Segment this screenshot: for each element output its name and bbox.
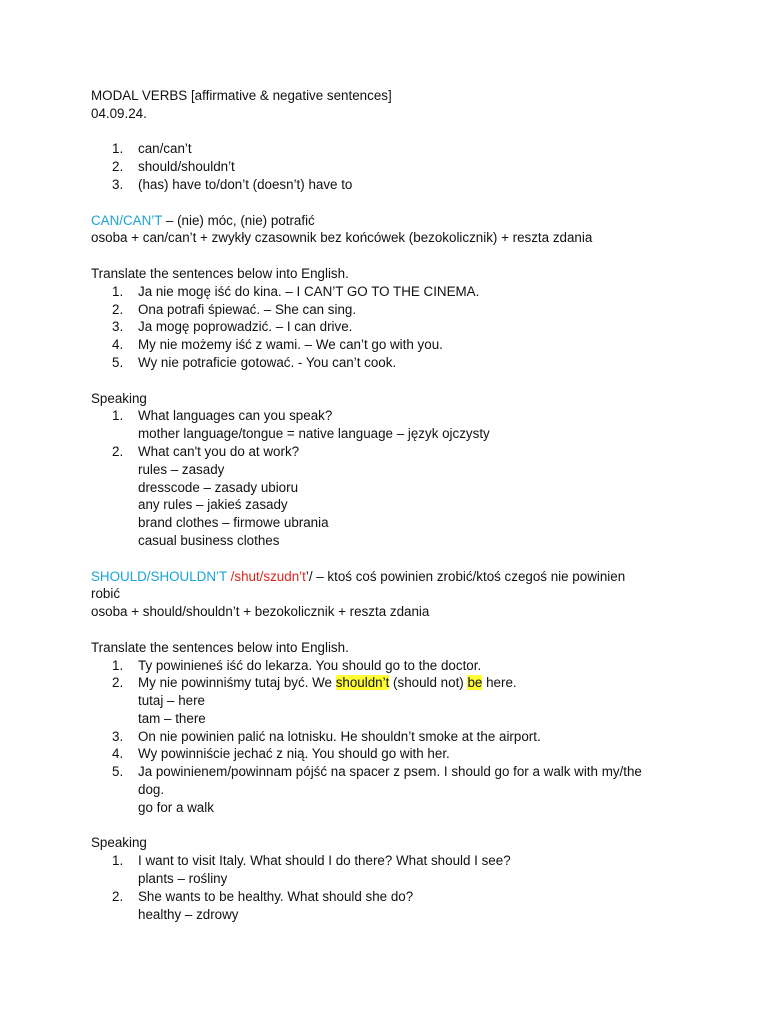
vocab-note: any rules – jakieś zasady bbox=[138, 497, 288, 513]
should-heading-keyword: SHOULD/SHOULDN’T bbox=[91, 568, 227, 584]
list-item: 2. Ona potrafi śpiewać. – She can sing. bbox=[112, 301, 357, 317]
list-item: 4. Wy powinniście jechać z nią. You should go with her. bbox=[112, 746, 450, 762]
list-item: 2. should/shouldn’t bbox=[112, 159, 235, 175]
vocab-note: dresscode – zasady ubioru bbox=[138, 479, 299, 495]
list-item-wrap: dog. bbox=[138, 782, 165, 798]
can-translate-intro: Translate the sentences below into English. bbox=[91, 265, 349, 281]
can-heading: CAN/CAN’T – (nie) móc, (nie) potrafić bbox=[91, 212, 315, 228]
list-item: 1. What languages can you speak? bbox=[112, 408, 333, 424]
vocab-note: healthy – zdrowy bbox=[138, 906, 239, 922]
list-item: 1. Ty powinieneś iść do lekarza. You should go to the doctor. bbox=[112, 657, 482, 673]
should-speaking-label: Speaking bbox=[91, 835, 147, 851]
should-speaking-list bbox=[91, 852, 691, 923]
should-translate-intro: Translate the sentences below into English. bbox=[91, 639, 349, 655]
vocab-note: mother language/tongue = native language – język ojczysty bbox=[138, 426, 490, 442]
vocab-note: brand clothes – firmowe ubrania bbox=[138, 515, 329, 531]
vocab-note: casual business clothes bbox=[138, 532, 280, 548]
vocab-note: tam – there bbox=[138, 710, 206, 726]
should-structure: osoba + should/shouldn’t + bezokolicznik + reszta zdania bbox=[91, 604, 430, 620]
vocab-note: rules – zasady bbox=[138, 461, 225, 477]
overview-list bbox=[91, 140, 691, 193]
highlight: shouldn’t bbox=[335, 675, 390, 691]
document-date: 04.09.24. bbox=[91, 105, 147, 121]
should-heading: SHOULD/SHOULDN’T /shut/szudn’t’/ – ktoś coś powinien zrobić/ktoś czegoś nie powinien bbox=[91, 568, 626, 584]
list-item: 5. Wy nie potraficie gotować. - You can’t cook. bbox=[112, 354, 397, 370]
vocab-note: plants – rośliny bbox=[138, 871, 228, 887]
list-item: 3. On nie powinien palić na lotnisku. He shouldn’t smoke at the airport. bbox=[112, 728, 541, 744]
highlight: be bbox=[467, 675, 483, 691]
document-page bbox=[91, 87, 691, 923]
should-pronunciation: shut/szudn’t bbox=[234, 568, 306, 584]
list-item: 2. She wants to be healthy. What should she do? bbox=[112, 888, 414, 904]
vocab-note: tutaj – here bbox=[138, 693, 205, 709]
list-item: 3. Ja mogę poprowadzić. – I can drive. bbox=[112, 319, 353, 335]
can-speaking-list bbox=[91, 407, 691, 549]
can-structure: osoba + can/can’t + zwykły czasownik bez końcówek (bezokolicznik) + reszta zdania bbox=[91, 230, 593, 246]
list-item: 1. I want to visit Italy. What should I do there? What should I see? bbox=[112, 853, 511, 869]
vocab-note: go for a walk bbox=[138, 799, 214, 815]
should-heading-wrap: robić bbox=[91, 586, 121, 602]
can-heading-keyword: CAN/CAN’T bbox=[91, 212, 163, 228]
should-translate-list bbox=[91, 657, 691, 817]
list-item: 1. Ja nie mogę iść do kina. – I CAN’T GO TO THE CINEMA. bbox=[112, 283, 480, 299]
document-title: MODAL VERBS [affirmative & negative sentences] bbox=[91, 88, 392, 103]
list-item: 3. (has) have to/don’t (doesn’t) have to bbox=[112, 176, 353, 192]
list-item: 2. What can't you do at work? bbox=[112, 443, 300, 459]
can-speaking-label: Speaking bbox=[91, 390, 147, 406]
can-translate-list bbox=[91, 283, 691, 372]
list-item: 5. Ja powinienem/powinnam pójść na spacer z psem. I should go for a walk with my/the bbox=[112, 764, 642, 780]
list-item: 4. My nie możemy iść z wami. – We can’t go with you. bbox=[112, 337, 443, 353]
list-item: 1. can/can’t bbox=[112, 141, 192, 157]
list-item: 2. My nie powinniśmy tutaj być. We shouldn’t (should not) be here. bbox=[112, 675, 517, 691]
